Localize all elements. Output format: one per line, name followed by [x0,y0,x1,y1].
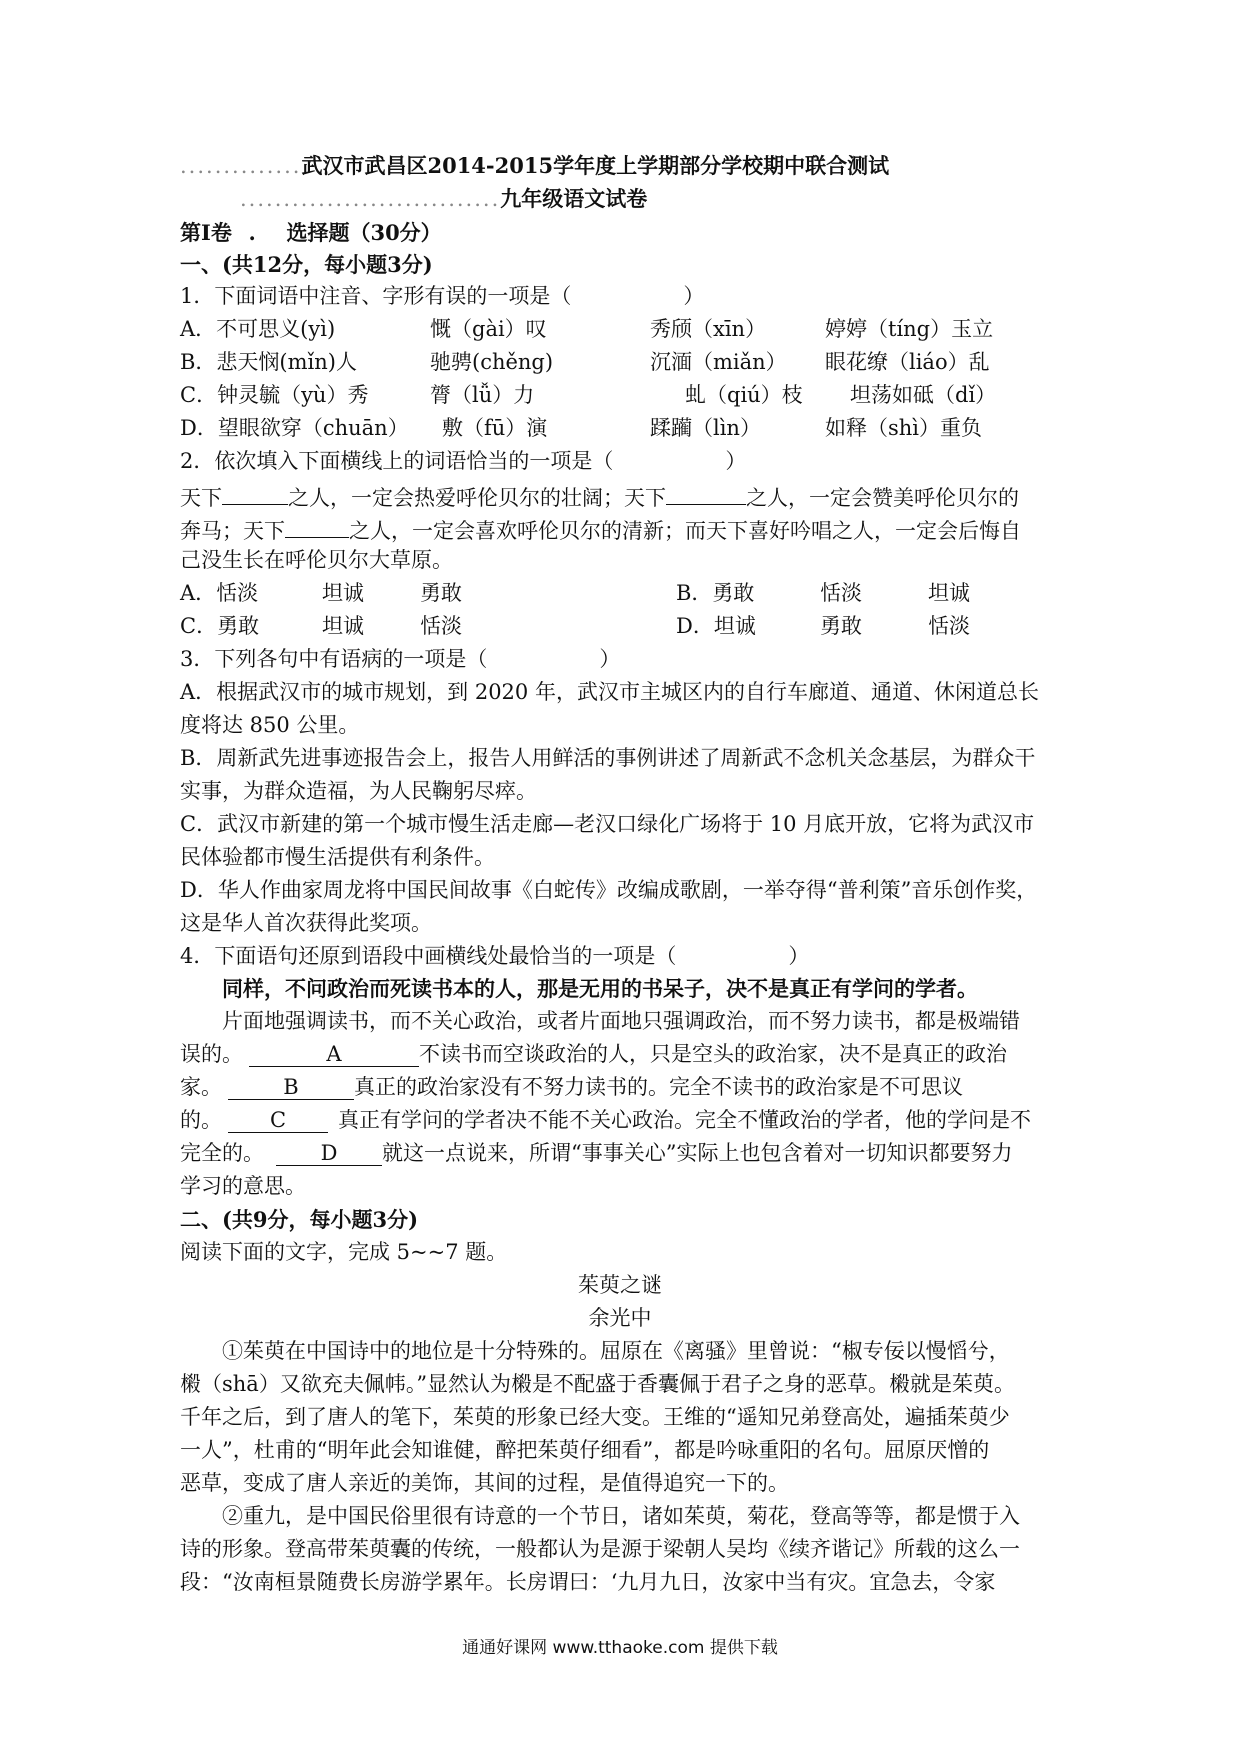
q4-stem-text: 4．下面语句还原到语段中画横线处最恰当的一项是（ [180,944,677,968]
q2-opt-c-3: 恬淡 [420,614,462,638]
q1-b-2: 驰骋(chěng) [430,350,554,374]
part1-heading [180,222,442,243]
q1-stem-text: 1．下面词语中注音、字形有误的一项是（ [180,284,572,308]
q2-opt-d-3: 恬淡 [928,614,970,638]
q1-stem-close: ） [683,284,705,308]
q3-line-7: D．华人作曲家周龙将中国民间故事《白蛇传》改编成歌剧，一举夺得“普利策”音乐创作奖， [180,878,1038,902]
q4-stem-close: ） [788,944,810,968]
q1-a-2: 慨（gài）叹 [430,317,547,341]
q4-para-line-4 [180,1110,1031,1133]
q2-line2 [180,517,1021,542]
q1-row-a [180,319,335,340]
q1-b-4: 眼花缭（liáo）乱 [825,350,990,374]
q2-blank-3[interactable] [285,517,349,538]
q2-line2-a: 奔马；天下 [180,519,285,543]
q4-stem [180,946,809,967]
q3-line-2: 度将达 850 公里。 [180,713,360,737]
section2-instruction: 阅读下面的文字，完成 5~~7 题。 [180,1240,508,1264]
q4-p4-b: 真正有学问的学者决不能不关心政治。完全不懂政治的学者，他的学问是不 [338,1108,1031,1132]
q2-opt-d-2: 勇敢 [820,614,862,638]
q2-opt-b: B．勇敢 [676,581,755,605]
q4-blank-c[interactable]: C [228,1110,328,1133]
q3-stem [180,649,620,670]
q2-stem-text: 2．依次填入下面横线上的词语恰当的一项是（ [180,449,614,473]
exam-subtitle-line [240,188,647,210]
article-p2-line-2: 诗的形象。登高带茱萸囊的传统，一般都认为是源于梁朝人吴均《续齐谐记》所载的这么一 [180,1537,1020,1561]
q2-line3: 己没生长在呼伦贝尔大草原。 [180,548,453,572]
q4-para-line-6: 学习的意思。 [180,1174,306,1198]
q2-stem [180,451,746,472]
q3-line-3: B．周新武先进事迹报告会上，报告人用鲜活的事例讲述了周新武不念机关念基层，为群众干 [180,746,1036,770]
q4-para-line-2 [180,1044,1007,1067]
q4-p3-a: 家。 [180,1075,222,1099]
part1-label: 第Ⅰ卷 [180,220,232,245]
q4-p3-b: 真正的政治家没有不努力读书的。完全不读书的政治家是不可思议 [354,1075,963,1099]
q3-line-8: 这是华人首次获得此奖项。 [180,911,432,935]
q4-p5-b: 就这一点说来，所谓“事事关心”实际上也包含着对一切知识都要努力 [382,1141,1013,1165]
article-p1-line-4: 一人”，杜甫的“明年此会知谁健，醉把茱萸仔细看”，都是吟咏重阳的名句。屈原厌憎的 [180,1438,990,1462]
q3-stem-text: 3．下列各句中有语病的一项是（ [180,647,488,671]
exam-subtitle: 九年级语文试卷 [500,186,648,211]
exam-title-line1 [180,155,889,177]
q2-line1-c: 之人，一定会赞美呼伦贝尔的 [746,486,1019,510]
q2-line1 [180,484,1019,509]
section2-heading: 二、(共9分，每小题3分) [180,1207,419,1232]
q2-blank-2[interactable] [666,484,746,505]
q2-blank-1[interactable] [222,484,288,505]
article-p1-line-3: 千年之后，到了唐人的笔下，茱萸的形象已经大变。王维的“遥知兄弟登高处，遍插茱萸少 [180,1405,1010,1429]
q2-opt-a-3: 勇敢 [420,581,462,605]
q1-c-4: 坦荡如砥（dǐ） [850,383,997,407]
q2-stem-close: ） [725,449,747,473]
q2-opt-d: D．坦诚 [676,614,756,638]
q3-line-6: 民体验都市慢生活提供有利条件。 [180,845,495,869]
article-p2-line-1: ②重九，是中国民俗里很有诗意的一个节日，诸如茱萸，菊花，登高等等，都是惯于入 [222,1504,1020,1528]
q1-b-1: B．悲天悯(mǐn)人 [180,350,357,374]
subtitle-leader-dots: .............................. [240,187,501,211]
q3-stem-close: ） [599,647,621,671]
q4-p4-a: 的。 [180,1108,222,1132]
page-footer: 通通好课网 www.tthaoke.com 提供下载 [462,1638,778,1658]
q3-line-1: A．根据武汉市的城市规划，到 2020 年，武汉市主城区内的自行车廊道、通道、休闲道总长 [180,680,1039,704]
q4-p2-b: 不读书而空谈政治的人，只是空头的政治家，决不是真正的政治 [419,1042,1007,1066]
exam-title: 武汉市武昌区2014-2015学年度上学期部分学校期中联合测试 [301,153,890,178]
q1-stem [180,286,704,307]
part1-subtitle: 选择题（30分） [286,220,442,245]
q2-opt-c-2: 坦诚 [322,614,364,638]
q1-d-4: 如释（shì）重负 [825,416,983,440]
article-p1-line-5: 恶草，变成了唐人亲近的美饰，其间的过程，是值得追究一下的。 [180,1471,789,1495]
q4-blank-d[interactable]: D [276,1143,382,1166]
q1-c-1: C．钟灵毓（yù）秀 [180,383,369,407]
q1-d-1: D．望眼欲穿（chuān） [180,416,409,440]
q1-a-1: A．不可思义(yì) [180,317,336,341]
q4-p2-a: 误的。 [180,1042,243,1066]
title-leader-dots: .............. [180,154,302,178]
q2-opt-c: C．勇敢 [180,614,260,638]
q2-opt-b-2: 恬淡 [820,581,862,605]
q4-p5-a: 完全的。 [180,1141,264,1165]
q1-b-3: 沉湎（miǎn） [650,350,787,374]
q2-line1-b: 之人，一定会热爱呼伦贝尔的壮阔；天下 [288,486,666,510]
q1-d-2: 敷（fū）演 [442,416,548,440]
q2-line2-b: 之人，一定会喜欢呼伦贝尔的清新；而天下喜好吟唱之人，一定会后悔自 [349,519,1021,543]
q4-para-line-1: 片面地强调读书，而不关心政治，或者片面地只强调政治，而不努力读书，都是极端错 [222,1009,1020,1033]
q3-line-5: C．武汉市新建的第一个城市慢生活走廊—老汉口绿化广场将于 10 月底开放，它将为武汉市 [180,812,1035,836]
q1-c-2: 膂（lǚ）力 [430,383,535,407]
q1-a-4: 婷婷（tíng）玉立 [825,317,994,341]
q4-blank-b[interactable]: B [228,1077,354,1100]
article-title: 茱萸之谜 [578,1273,662,1297]
q4-para-line-5 [180,1143,1012,1166]
section1-heading: 一、(共12分，每小题3分) [180,252,433,277]
q2-line1-a: 天下 [180,486,222,510]
q2-opt-a: A．恬淡 [180,581,259,605]
q4-blank-a[interactable]: A [249,1044,419,1067]
q2-opt-b-3: 坦诚 [928,581,970,605]
q1-d-3: 蹂躏（lìn） [650,416,761,440]
article-p1-line-1: ①茱萸在中国诗中的地位是十分特殊的。屈原在《离骚》里曾说：“椒专佞以慢慆兮， [222,1339,1010,1363]
article-p1-line-2: 樧（shā）又欲充夫佩帏。”显然认为樧是不配盛于香囊佩于君子之身的恶草。樧就是茱萸。 [180,1372,1016,1396]
q1-c-3: 虬（qiú）枝 [685,383,803,407]
q4-para-line-3 [180,1077,963,1100]
q3-line-4: 实事，为群众造福，为人民鞠躬尽瘁。 [180,779,537,803]
q1-a-3: 秀颀（xīn） [650,317,767,341]
q4-bold-sentence: 同样，不问政治而死读书本的人，那是无用的书呆子，决不是真正有学问的学者。 [222,976,978,1001]
article-p2-line-3: 段：“汝南桓景随费长房游学累年。长房谓曰：‘九月九日，汝家中当有灾。宜急去，令家 [180,1570,996,1594]
part1-dot: . [248,220,256,245]
article-author: 余光中 [588,1306,652,1330]
q2-opt-a-2: 坦诚 [322,581,364,605]
